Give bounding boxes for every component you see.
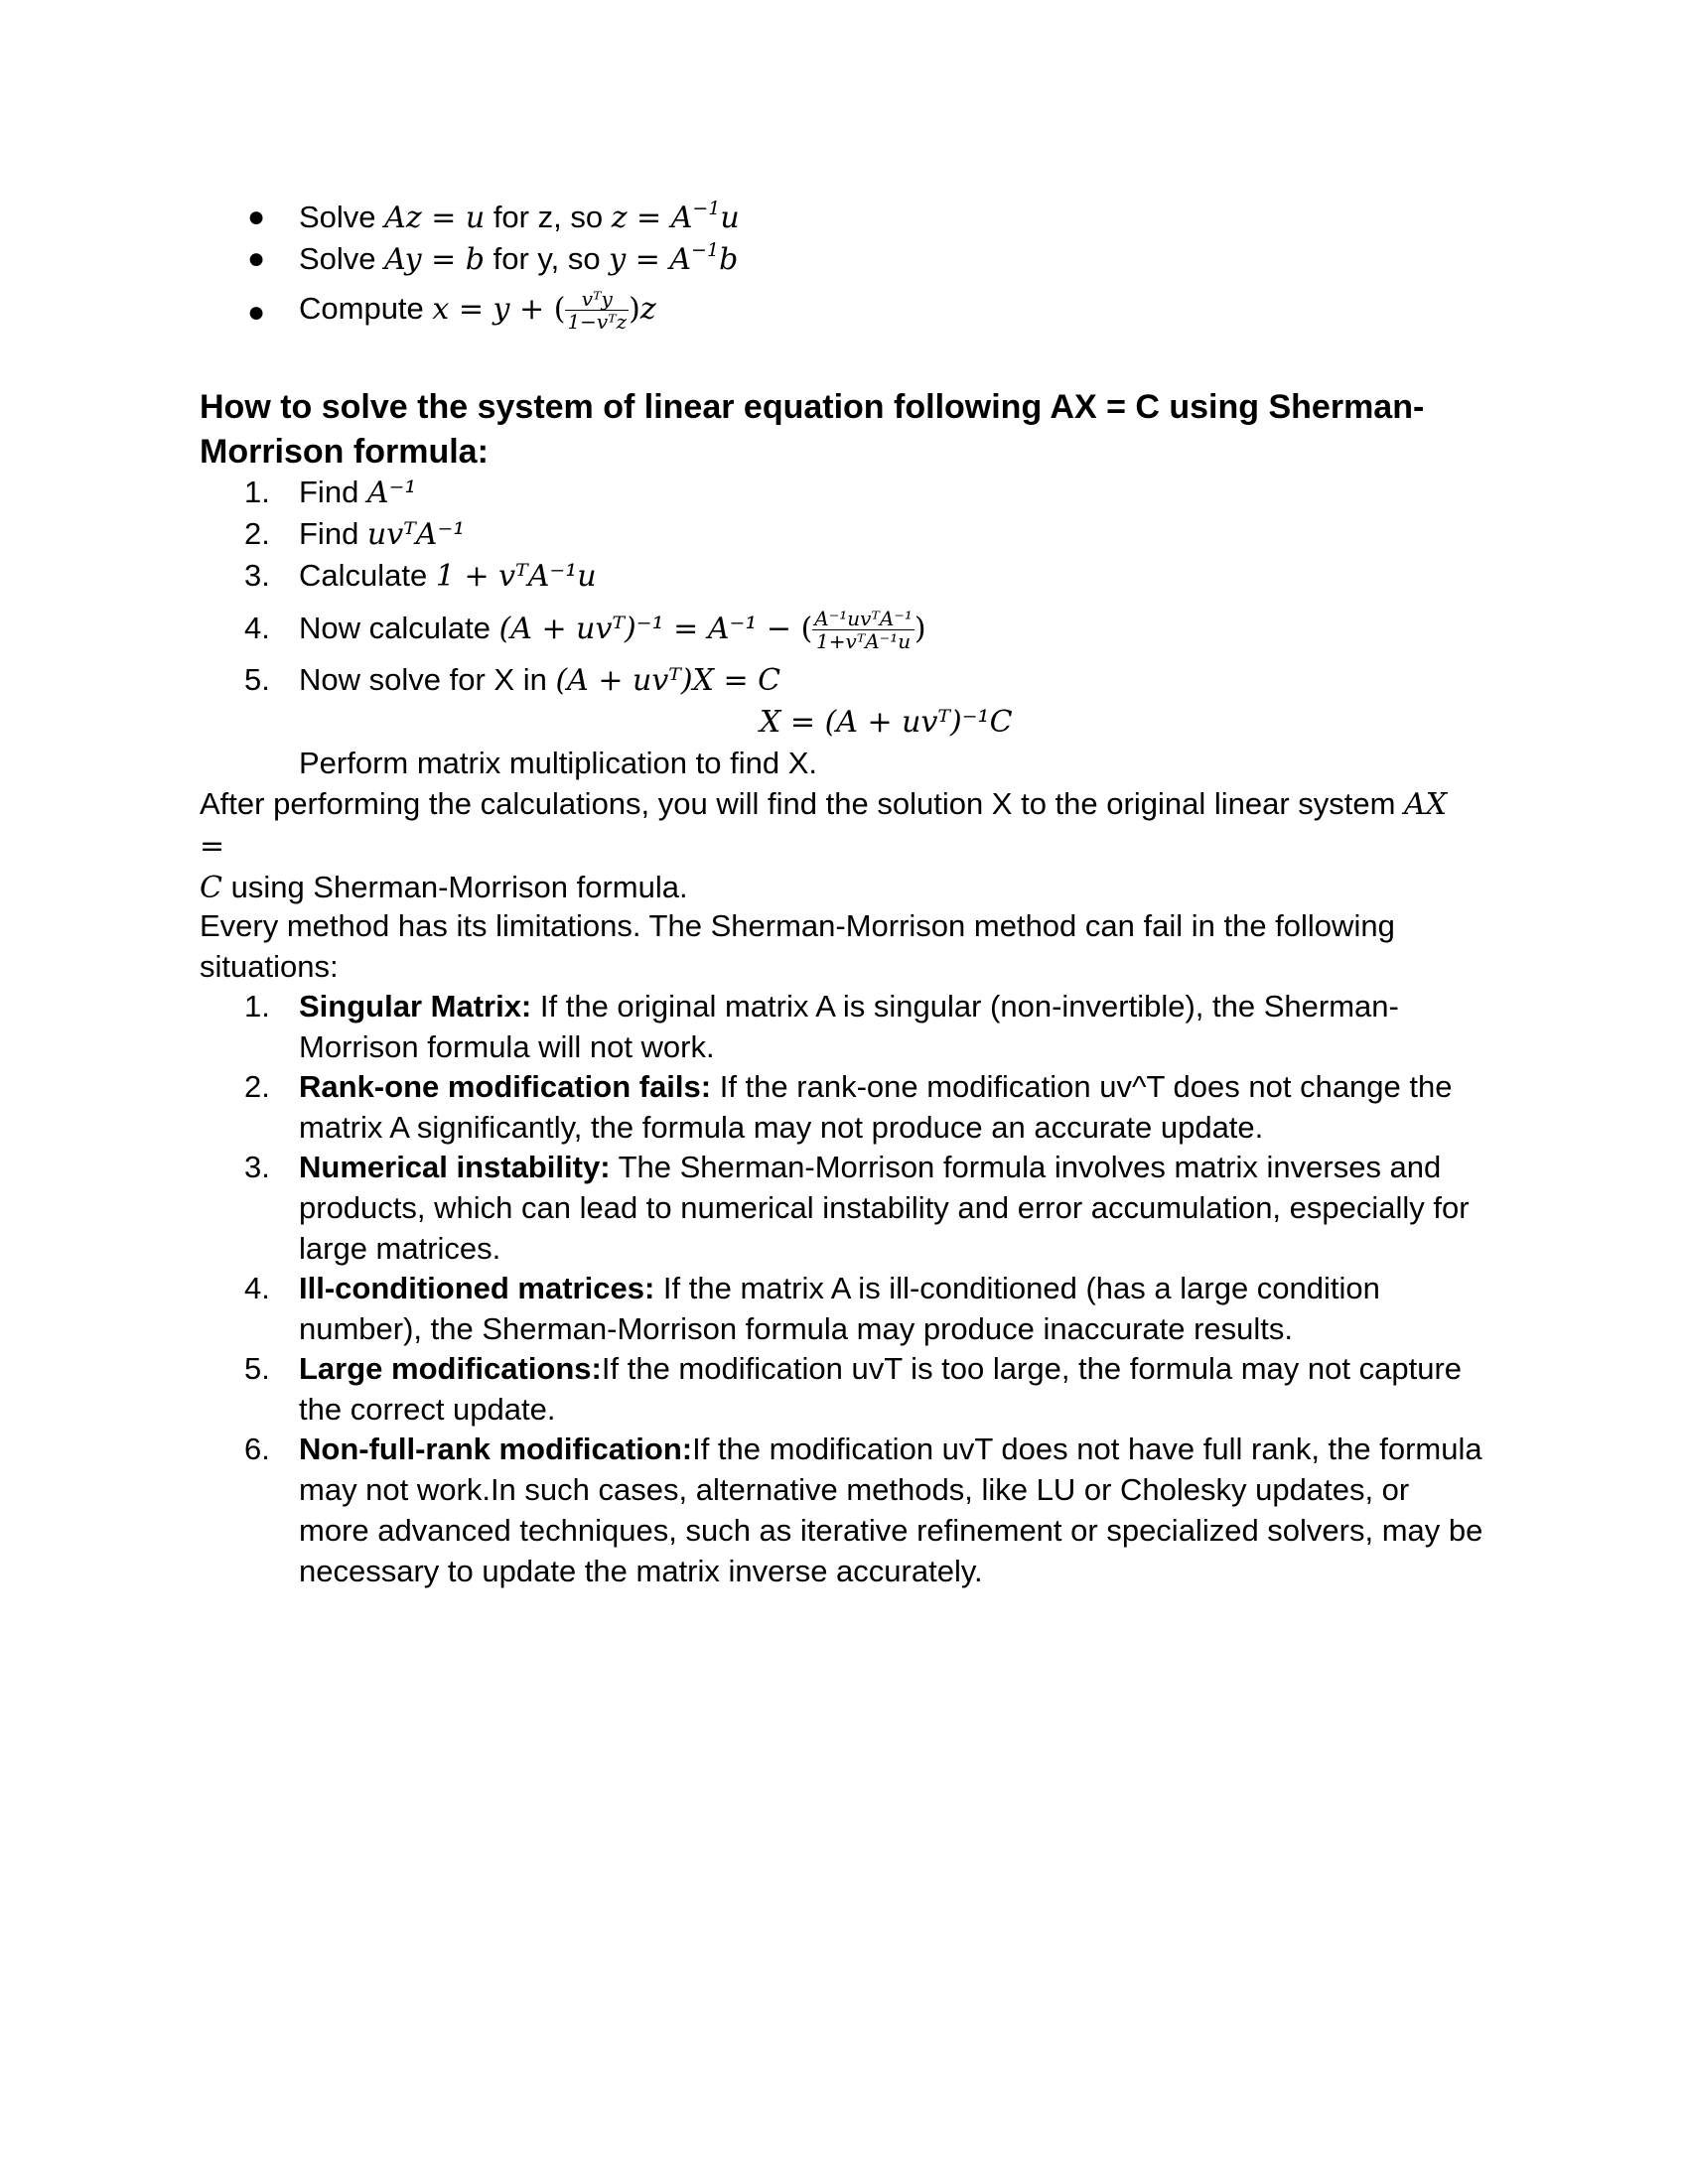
limitation-number: 6.	[244, 1432, 270, 1466]
bullet-text: Solve	[299, 241, 385, 276]
bullet-text: Solve	[299, 200, 385, 234]
math-fraction	[812, 608, 914, 652]
math: A⁻¹	[366, 476, 417, 510]
math-fraction	[565, 288, 629, 333]
perform-line: Perform matrix multiplication to find X.	[299, 746, 818, 780]
limitation-number: 4.	[244, 1271, 270, 1305]
math: Ay	[384, 242, 422, 277]
math: =	[626, 242, 670, 277]
math: 1 + vᵀA⁻¹u	[435, 559, 597, 594]
limitation-title: Large modifications:	[299, 1351, 602, 1386]
bullet-text: for z, so	[485, 200, 612, 234]
step-text: Find	[299, 475, 367, 509]
limitation-number: 5.	[244, 1351, 270, 1386]
fraction-denominator: 1−vᵀz	[567, 310, 628, 335]
step-text: Calculate	[299, 558, 436, 593]
step-number: 3.	[244, 558, 270, 593]
limits-intro: Every method has its limitations. The Sherman-Morrison method can fail in the following situations:	[200, 908, 1395, 984]
math: z	[639, 292, 656, 327]
limitation-title: Ill-conditioned matrices:	[299, 1271, 655, 1305]
step-text: Find	[299, 516, 367, 551]
bullet-icon: ●	[247, 296, 266, 329]
bullet-text: for y, so	[485, 241, 610, 276]
limitation-text: If the rank-one modification uv^T does not change the matrix A significantly, the formula may not produce an accurate update.	[299, 1069, 1453, 1145]
step-number: 5.	[244, 662, 270, 697]
limitation-text: If the matrix A is ill-conditioned (has a large condition number), the Sherman-Morrison formula may produce inaccurate results.	[299, 1271, 1380, 1346]
fraction-denominator: 1+vᵀA⁻¹u	[816, 629, 912, 654]
step-number: 2.	[244, 516, 270, 551]
limitation-title: Rank-one modification fails:	[299, 1069, 712, 1104]
limitation-number: 2.	[244, 1069, 270, 1104]
section-heading: How to solve the system of linear equation following AX = C using Sherman-Morrison formula:	[200, 388, 1425, 471]
math: Az	[384, 201, 422, 235]
math: y	[609, 242, 627, 277]
bullet-icon: ●	[247, 201, 266, 233]
after-paragraph: After performing the calculations, you will find the solution X to the original linear system AX = C using Sherman-Morrison formula.	[200, 786, 1448, 905]
math: u	[720, 201, 740, 235]
math: =	[421, 201, 466, 235]
math: =	[421, 242, 466, 277]
math: b	[465, 242, 486, 277]
math: x	[432, 292, 450, 327]
math: b	[719, 242, 739, 277]
centered-equation: X = (A + uvᵀ)⁻¹C	[760, 705, 1013, 740]
step-text: Now calculate	[299, 611, 499, 645]
math: z	[611, 201, 628, 235]
math: =	[449, 292, 493, 327]
limitation-title: Singular Matrix:	[299, 989, 532, 1024]
step-number: 1.	[244, 475, 270, 509]
math: y	[492, 292, 510, 327]
limitation-number: 1.	[244, 989, 270, 1024]
math: =	[627, 201, 671, 235]
fraction-numerator: vᵀy	[565, 288, 629, 311]
math-superscript: −1	[692, 197, 721, 219]
limitation-text: If the original matrix A is singular (non-invertible), the Sherman-Morrison formula will not work.	[299, 989, 1399, 1064]
limitation-text: If the modification uvT does not have full rank, the formula may not work.In such cases, alternative methods, like LU or Cholesky updates, or more advanced techniques, such as iterative refinement or specialized solvers, may be necessary to update the matrix inverse accurately.	[299, 1432, 1483, 1588]
bullet-icon: ●	[247, 242, 266, 275]
limitation-title: Numerical instability:	[299, 1150, 611, 1184]
bullet-text: Compute	[299, 291, 433, 326]
limitation-number: 3.	[244, 1150, 270, 1184]
math: uvᵀA⁻¹	[366, 517, 466, 552]
limitation-title: Non-full-rank modification:	[299, 1432, 693, 1466]
math: A	[670, 201, 693, 235]
math-superscript: −1	[691, 238, 720, 261]
limitation-text: If the modification uvT is too large, the formula may not capture the correct update.	[299, 1351, 1463, 1427]
step-number: 4.	[244, 611, 270, 645]
limitation-text: The Sherman-Morrison formula involves matrix inverses and products, which can lead to numerical instability and error accumulation, especially for large matrices.	[299, 1150, 1470, 1266]
step-text: Now solve for X in	[299, 662, 556, 697]
math: (A + uvᵀ)⁻¹ = A⁻¹ −	[498, 612, 801, 646]
fraction-numerator: A⁻¹uvᵀA⁻¹	[814, 607, 913, 631]
math: u	[465, 201, 486, 235]
math: A	[669, 242, 692, 277]
document-page: ● Solve Az = u for z, so $z = A^{-1}u$ ● Solve Ay = b for y, so $y = A^{-1}b$ ● Compute x = y + ( $\frac{\text{vᵀy}}{\text{1−vᵀz}}$ )z How to solve the system of linear equation following AX = C using Sherman-Morrison formula: 1. Find A⁻¹ 2. Find uvᵀA⁻¹ 3. Calculate 1 + vᵀA⁻¹u 4. Now calculate (A + uvᵀ)⁻¹ = A⁻¹ − ( $\frac{\text{A⁻¹uvᵀA⁻¹}}{\text{1+vᵀA⁻¹u}}$ ) 5. Now solve for X in (A + uvᵀ)X = C X = (A + uvᵀ)⁻¹C Perform matrix multiplication to find X. After performing the calculations, you will find the solution X to the original linear system AX = C using Sherman-Morrison formula. Every method has its limitations. The Sherman-Morrison method can fail in the following situations: 1. Singular Matrix: If the original matrix A is singular (non-invertible), the Sherman-Morrison formula will not work. 2. Rank-one modification fails: If the rank-one modification uv^T does not change the matrix A significantly, the formula may not produce an accurate update. 3. Numerical instability: The Sherman-Morrison formula involves matrix inverses and products, which can lead to numerical instability and error accumulation, especially for large matrices. 4. Ill-conditioned matrices: If the matrix A is ill-conditioned (has a large condition number), the Sherman-Morrison formula may produce inaccurate results. 5. Large modifications:If the modification uvT is too large, the formula may not capture the correct update. 6. Non-full-rank modification:If the modification uvT does not have full rank, the formula may not work.In such cases, alternative methods, like LU or Cholesky updates, or more advanced techniques, such as iterative refinement or specialized solvers, may be necessary to update the matrix inverse accurately.	[0, 0, 1688, 2184]
math: (A + uvᵀ)X = C	[555, 663, 781, 698]
math: +	[509, 292, 554, 327]
